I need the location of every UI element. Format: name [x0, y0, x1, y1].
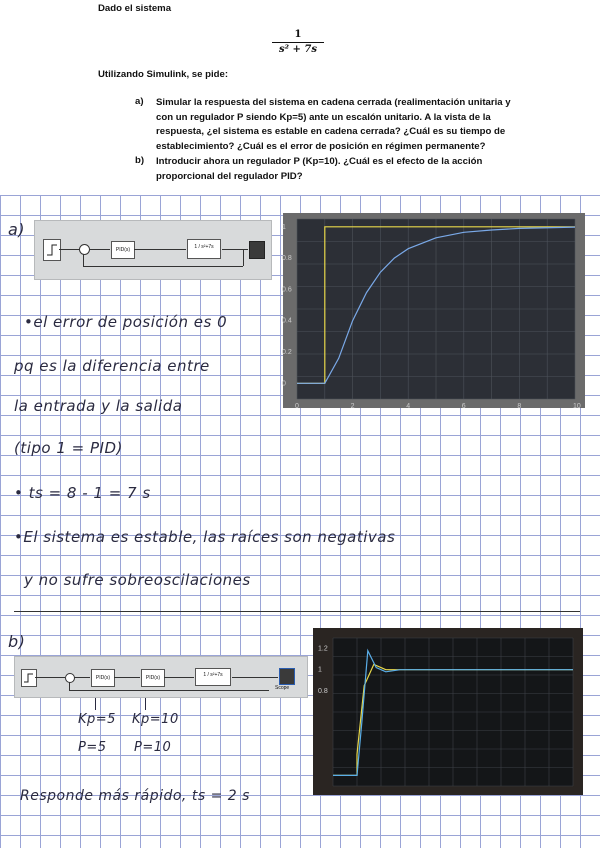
part-a-label: a): [8, 220, 26, 239]
y-tick-label: 1: [318, 666, 322, 674]
plant-block: 1 / s²+7s: [195, 668, 231, 686]
annotation-kp10: Kp=10: [132, 712, 179, 727]
scope-block: [249, 241, 265, 259]
pid-block-kp5: PID(s): [91, 669, 115, 687]
prompt-text: Utilizando Simulink, se pide:: [98, 69, 229, 80]
y-tick-label: 0.8: [318, 687, 328, 695]
step-block: [21, 669, 37, 687]
wire: [232, 677, 278, 678]
step-block: [43, 239, 61, 261]
x-tick-label: 10: [573, 403, 581, 410]
note-line: •el error de posición es 0: [24, 313, 228, 331]
note-line: y no sufre sobreoscilaciones: [24, 571, 251, 589]
x-tick-label: 2: [350, 403, 355, 410]
y-tick-label: 0.6: [282, 286, 292, 294]
y-tick-label: 0: [282, 380, 286, 388]
pid-block: PID(s): [111, 241, 135, 259]
y-tick-label: 0.2: [282, 349, 292, 357]
part-b-label: b): [8, 632, 26, 651]
item-a-line: con un regulador P siendo Kp=5) ante un escalón unitario. A la vista de la: [156, 111, 491, 123]
scope-label: Scope: [275, 685, 290, 691]
item-a-text: [156, 96, 511, 154]
x-tick-label: 8: [517, 403, 522, 410]
annotation-p5: P=5: [78, 740, 107, 755]
tf-numerator: 1: [294, 29, 302, 40]
transfer-function: [272, 29, 324, 55]
x-tick-label: 6: [461, 403, 466, 410]
wire: [222, 249, 248, 250]
note-line: pq es la diferencia entre: [14, 357, 210, 375]
arrow: [95, 698, 96, 710]
annotation-kp5: Kp=5: [78, 712, 116, 727]
item-a-marker: a): [135, 96, 144, 107]
pid-block-kp10: PID(s): [141, 669, 165, 687]
sum-block: [65, 673, 75, 683]
wire: [35, 677, 65, 678]
y-tick-label: 1: [282, 223, 286, 231]
y-tick-label: 0.8: [282, 255, 292, 263]
scope-block: [279, 668, 295, 685]
feedback-wire: [83, 254, 84, 266]
item-b-text: [156, 155, 482, 184]
item-b-line: proporcional del regulador PID?: [156, 170, 303, 182]
scope-chart-a: [283, 213, 585, 408]
feedback-wire: [243, 249, 244, 266]
item-b-line: Introducir ahora un regulador P (Kp=10). ¿Cuál es el efecto de la acción: [156, 156, 483, 167]
wire: [134, 249, 186, 250]
item-a-line: establecimiento? ¿Cuál es el error de posición en régimen permanente?: [156, 140, 486, 152]
item-b-marker: b): [135, 155, 145, 166]
plant-block: 1 / s²+7s: [187, 239, 221, 259]
feedback-wire: [83, 266, 243, 267]
annotation-p10: P=10: [134, 740, 172, 755]
conclusion-text: Responde más rápido, ts = 2 s: [20, 788, 250, 804]
note-line: • ts = 8 - 1 = 7 s: [14, 484, 151, 502]
item-a-line: respuesta, ¿el sistema es estable en cadena cerrada? ¿Cuál es su tiempo de: [156, 126, 506, 137]
x-tick-label: 4: [406, 403, 411, 410]
feedback-wire: [69, 682, 70, 690]
simulink-diagram-a: [34, 220, 272, 280]
wire: [90, 249, 110, 250]
y-tick-label: 0.4: [282, 317, 292, 325]
simulink-diagram-b: [14, 656, 308, 698]
note-line: (tipo 1 = PID): [14, 439, 123, 457]
wire: [164, 677, 194, 678]
x-tick-label: 0: [295, 403, 299, 410]
separator: [14, 611, 580, 612]
sum-block: [79, 244, 90, 255]
y-tick-label: 1.2: [318, 645, 328, 653]
scope-chart-b: [313, 628, 583, 795]
note-line: la entrada y la salida: [14, 397, 183, 415]
wire: [114, 677, 140, 678]
feedback-wire: [69, 690, 269, 691]
item-a-line: Simular la respuesta del sistema en cadena cerrada (realimentación unitaria y: [156, 97, 511, 108]
wire: [74, 677, 90, 678]
problem-statement: [0, 0, 600, 195]
wire: [59, 249, 79, 250]
tf-denominator: s² + 7s: [272, 42, 324, 55]
arrow: [145, 698, 146, 710]
note-line: •El sistema es estable, las raíces son negativas: [14, 528, 396, 546]
intro-text: Dado el sistema: [98, 3, 172, 14]
